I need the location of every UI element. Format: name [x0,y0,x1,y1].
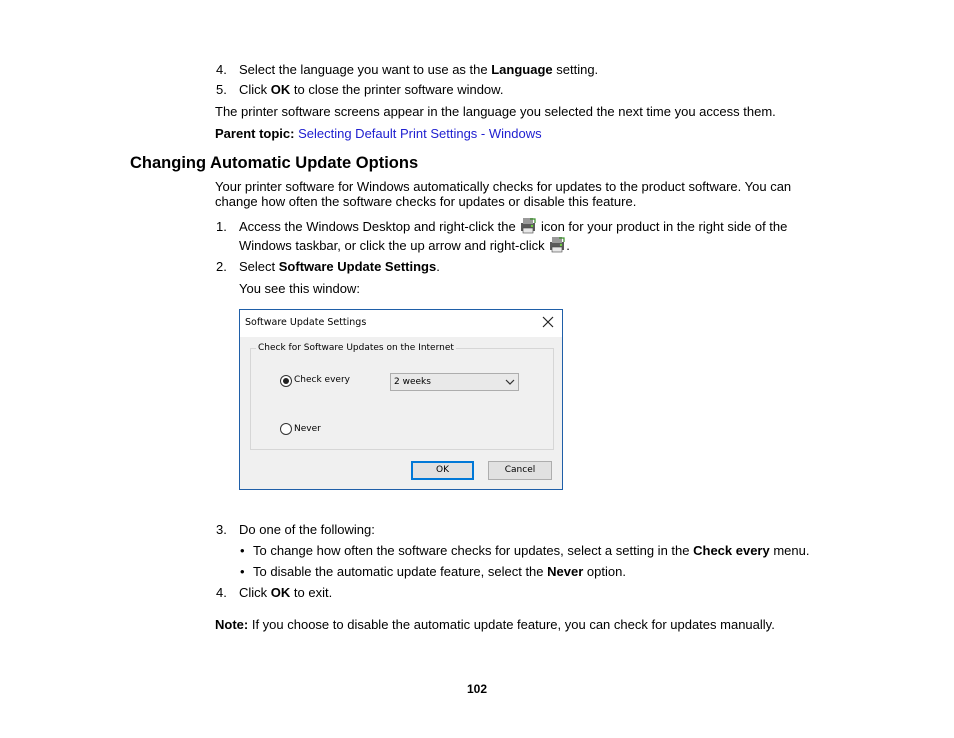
step-number: 2. [216,259,227,274]
step-1-line-2: Windows taskbar, or click the up arrow and right-click . [239,238,570,253]
step-text: Select the language you want to use as the Language setting. [239,62,599,77]
note-text: If you choose to disable the automatic update feature, you can check for updates manually. [248,617,775,632]
close-icon[interactable] [540,314,556,330]
top-paragraph: The printer software screens appear in the language you selected the next time you access them. [215,104,776,119]
check-every-label: Check every [294,375,350,385]
dialog-title-bar [240,310,562,337]
never-radio[interactable] [280,423,292,435]
check-every-radio[interactable] [280,375,292,387]
step-2-text: Select Software Update Settings. [239,259,440,274]
step-3-text: Do one of the following: [239,522,375,537]
parent-topic [215,126,542,142]
dialog-title: Software Update Settings [245,317,367,328]
select-value: 2 weeks [394,377,431,387]
step-number: 4. [216,62,227,77]
step-1-line-1: Access the Windows Desktop and right-click the icon for your product in the right side of the [239,219,788,234]
chevron-down-icon [505,377,515,387]
parent-topic-label: Parent topic: [215,126,295,141]
ok-button[interactable]: OK [411,461,474,480]
bullet-item: To disable the automatic update feature, select the Never option. [253,564,626,579]
section-title: Changing Automatic Update Options [130,154,419,172]
radio-selected-dot [283,378,289,384]
step-number: 1. [216,219,227,234]
page-number: 102 [466,682,488,696]
step-number: 5. [216,82,227,97]
step-4-exit-text: Click OK to exit. [239,585,333,600]
bullet-marker: • [240,564,245,579]
step-number: 3. [216,522,227,537]
printer-icon [548,236,566,253]
note-label: Note: [215,617,249,632]
step-number: 4. [216,585,227,600]
intro-paragraph: Your printer software for Windows automatically checks for updates to the product software. You can change how often the software checks for updates or disable this feature. [215,179,792,209]
check-every-select[interactable] [390,373,519,391]
bullet-item: To change how often the software checks for updates, select a setting in the Check every menu. [253,543,810,558]
see-window-text: You see this window: [239,281,360,296]
note [215,617,775,633]
software-update-dialog [239,309,563,490]
cancel-button[interactable]: Cancel [488,461,552,480]
step-text: Click OK to close the printer software window. [239,82,504,97]
bullet-marker: • [240,543,245,558]
update-options-group [250,348,554,450]
printer-icon [519,217,537,234]
group-label: Check for Software Updates on the Internet [258,343,454,353]
never-label: Never [294,424,321,434]
parent-topic-link[interactable]: Selecting Default Print Settings - Windows [298,126,542,141]
